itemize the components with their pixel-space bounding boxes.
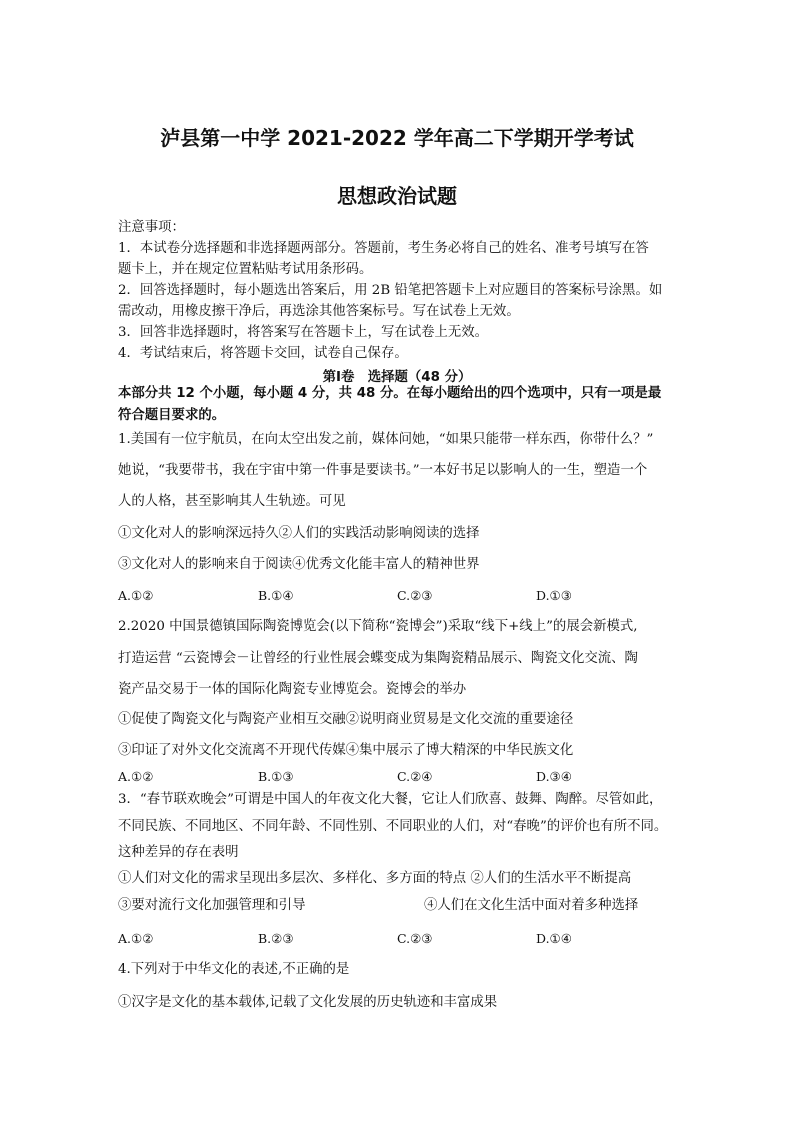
q2-stem-1: 2.2020 中国景德镇国际陶瓷博览会(以下简称“瓷博会”)采取“线下+线上”的展会新模式, (118, 619, 638, 634)
q3-stem-2: 不同民族、不同地区、不同年龄、不同性别、不同职业的人们，对“春晚”的评价也有所不同。 (118, 819, 668, 834)
note-1a: 1．本试卷分选择题和非选择题两部分。答题前，考生务必将自己的姓名、准考号填写在答 (118, 241, 649, 256)
note-2b: 需改动，用橡皮擦干净后，再选涂其他答案标号。写在试卷上无效。 (118, 304, 520, 319)
q4-stem-1: 4.下列对于中华文化的表述,不正确的是 (118, 962, 350, 977)
q3-option-a: A.①② (118, 931, 154, 946)
q1-stem-3: 人的人格，甚至影响其人生轨迹。可见 (118, 494, 346, 509)
q2-option-c: C.②④ (397, 769, 433, 784)
q1-option-a: A.①② (118, 588, 154, 603)
exam-title: 泸县第一中学 2021-2022 学年高二下学期开学考试 (160, 126, 634, 150)
q1-statement-2: ③文化对人的影响来自于阅读④优秀文化能丰富人的精神世界 (118, 557, 480, 572)
q1-option-c: C.②③ (397, 588, 433, 603)
section-title: 第Ⅰ卷 选择题（48 分） (322, 370, 472, 385)
q1-option-b: B.①④ (258, 588, 294, 603)
section-intro-b: 符合题目要求的。 (118, 408, 226, 423)
notes-heading: 注意事项： (118, 220, 185, 235)
note-3: 3．回答非选择题时，将答案写在答题卡上，写在试卷上无效。 (118, 325, 489, 340)
q1-stem-1: 1.美国有一位宇航员，在向太空出发之前，媒体问她，“如果只能带一样东西，你带什么？” (118, 432, 654, 447)
q3-statement-4: ④人们在文化生活中面对着多种选择 (424, 898, 639, 913)
q3-statement-1: ①人们对文化的需求呈现出多层次、多样化、多方面的特点 ②人们的生活水平不断提高 (118, 871, 632, 886)
q1-option-d: D.①③ (536, 588, 572, 603)
exam-subtitle: 思想政治试题 (337, 184, 457, 208)
q2-option-d: D.③④ (536, 769, 572, 784)
q2-option-a: A.①② (118, 769, 154, 784)
q3-option-c: C.②③ (397, 931, 433, 946)
note-1b: 题卡上，并在规定位置粘贴考试用条形码。 (118, 262, 373, 277)
q2-stem-3: 瓷产品交易于一体的国际化陶瓷专业博览会。瓷博会的举办 (118, 682, 467, 697)
section-intro-a: 本部分共 12 个小题，每小题 4 分，共 48 分。在每小题给出的四个选项中，只有一项是最 (118, 386, 662, 401)
q3-stem-1: 3．“春节联欢晚会”可谓是中国人的年夜文化大餐，它让人们欣喜、鼓舞、陶醉。尽管如此， (118, 792, 663, 807)
q3-statement-3: ③要对流行文化加强管理和引导 (118, 898, 306, 913)
q1-statement-1: ①文化对人的影响深远持久②人们的实践活动影响阅读的选择 (118, 526, 480, 541)
q1-stem-2: 她说，“我要带书，我在宇宙中第一件事是要读书。”一本好书足以影响人的一生，塑造一个 (118, 463, 648, 478)
q2-option-b: B.①③ (258, 769, 294, 784)
q2-stem-2: 打造运营 “云瓷博会－让曾经的行业性展会蝶变成为集陶瓷精品展示、陶瓷文化交流、陶 (118, 651, 638, 666)
q2-statement-1: ①促使了陶瓷文化与陶瓷产业相互交融②说明商业贸易是文化交流的重要途径 (118, 712, 574, 727)
q4-statement-1: ①汉字是文化的基本载体,记载了文化发展的历史轨迹和丰富成果 (118, 995, 498, 1010)
q3-option-d: D.①④ (536, 931, 572, 946)
q3-option-b: B.②③ (258, 931, 294, 946)
q3-stem-3: 这种差异的存在表明 (118, 845, 239, 860)
note-4: 4．考试结束后，将答题卡交回，试卷自己保存。 (118, 346, 408, 361)
note-2a: 2．回答选择题时，每小题选出答案后，用 2B 铅笔把答题卡上对应题目的答案标号涂黑。如 (118, 283, 663, 298)
q2-statement-2: ③印证了对外文化交流离不开现代传媒④集中展示了博大精深的中华民族文化 (118, 743, 574, 758)
